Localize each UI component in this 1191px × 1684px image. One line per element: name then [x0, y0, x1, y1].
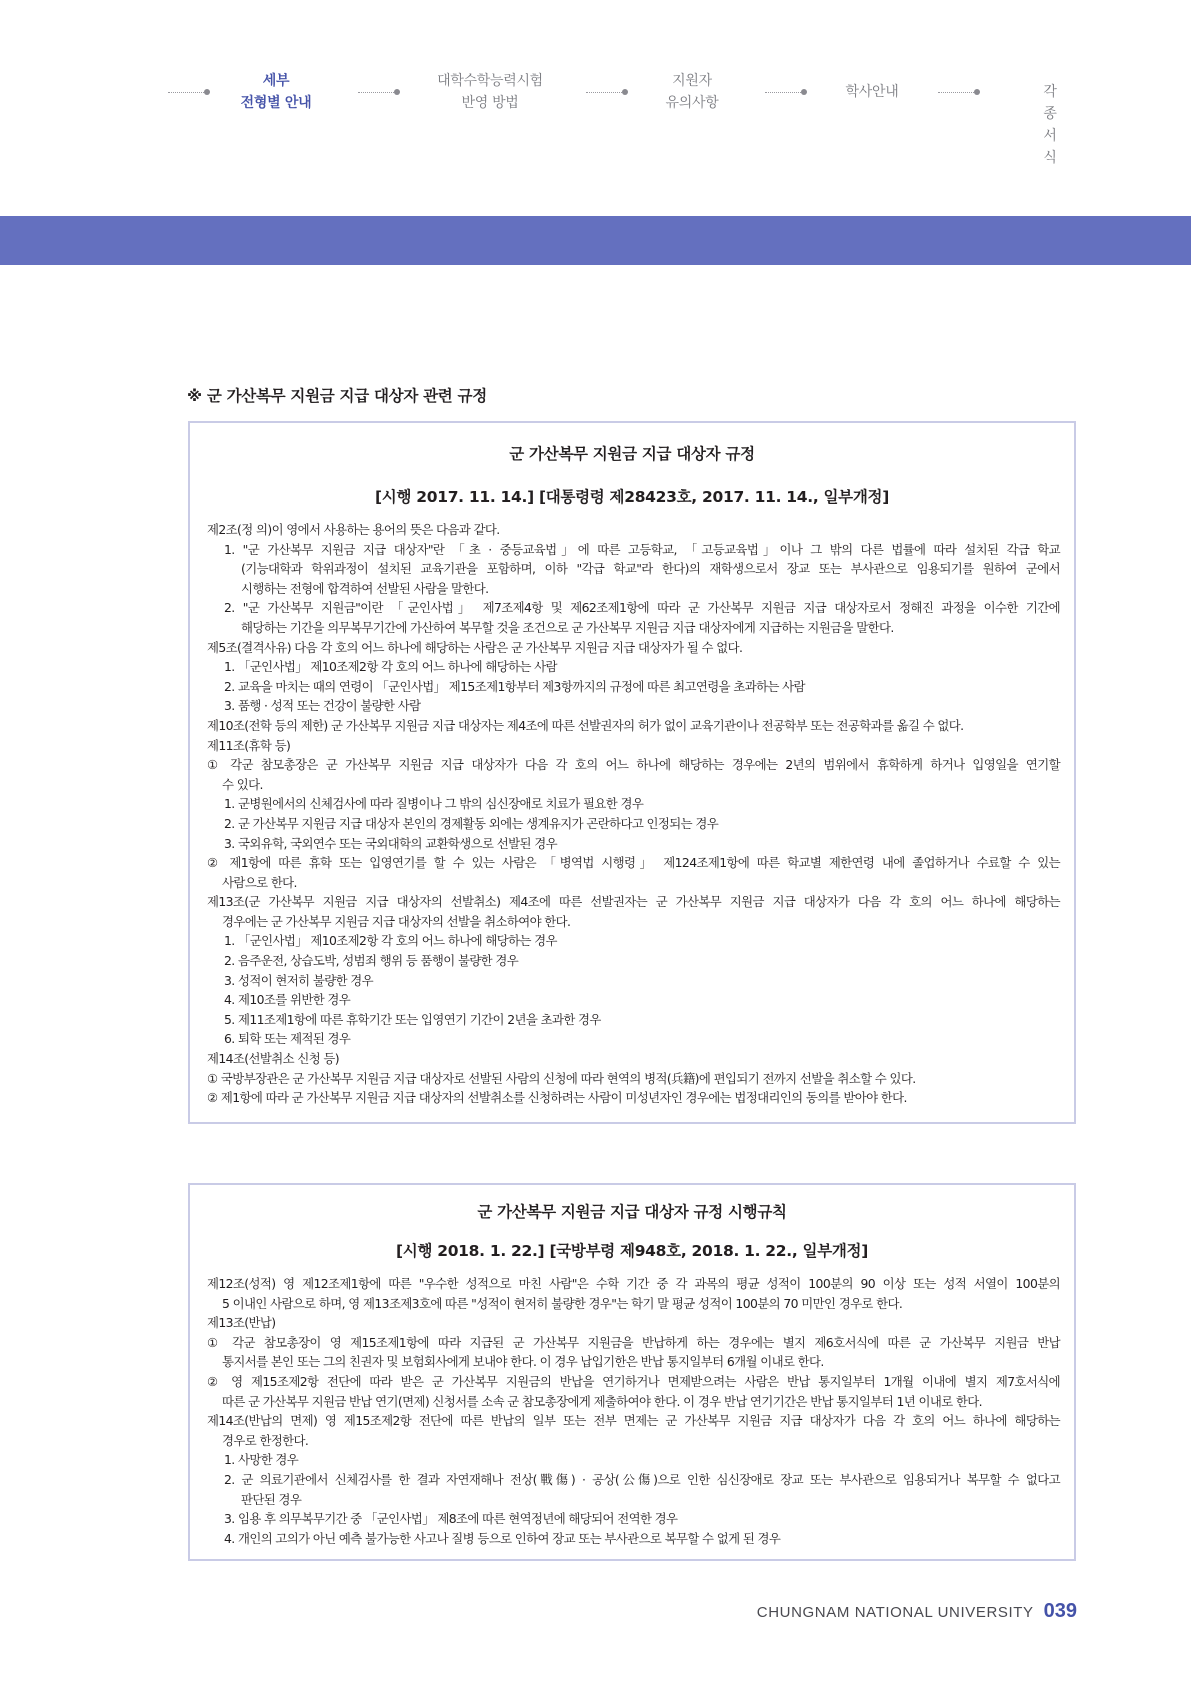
- article-line: 제13조(반납): [207, 1315, 276, 1331]
- nav-connector: [586, 92, 624, 93]
- article-line: 3. 국외유학, 국외연수 또는 국외대학의 교환학생으로 선발된 경우: [224, 835, 557, 851]
- article-line: 제11조(휴학 등): [207, 737, 291, 753]
- enforcement-rules-box: [188, 1183, 1076, 1561]
- article-line: 통지서를 본인 또는 그의 친권자 및 보험회사에게 보내야 한다. 이 경우 납입기한은 반납 통지일부터 6개월 이내로 한다.: [222, 1354, 824, 1370]
- article-line: 2. 군 가산복무 지원금 지급 대상자 본인의 경제활동 외에는 생계유지가 곤란하다고 인정되는 경우: [224, 815, 719, 831]
- nav-connector: [168, 92, 206, 93]
- nav-item-applicant-notes[interactable]: 지원자 유의사항: [665, 73, 719, 111]
- nav-connector: [358, 92, 396, 93]
- article-line: 5 이내인 사람으로 하며, 영 제13조제3호에 따른 "성적이 현저히 불량한 경우"는 학기 말 평균 성적이 100분의 70 미만인 경우로 한다.: [222, 1295, 903, 1311]
- regulation-body: [207, 520, 1060, 1108]
- article-line: 5. 제11조제1항에 따른 휴학기간 또는 입영연기 기간이 2년을 초과한 경우: [224, 1011, 601, 1027]
- article-line: 사람으로 한다.: [222, 874, 297, 890]
- article-line: 제2조(정 의)이 영에서 사용하는 용어의 뜻은 다음과 같다.: [207, 522, 500, 537]
- regulation-box: [188, 421, 1076, 1124]
- article-line: 1. 「군인사법」 제10조제2항 각 호의 어느 하나에 해당하는 사람: [224, 659, 557, 675]
- regulation-subtitle: [시행 2017. 11. 14.] [대통령령 제28423호, 2017. 11. 14., 일부개정]: [375, 488, 889, 506]
- enforcement-rules-body: [207, 1274, 1060, 1548]
- article-line: 2. 음주운전, 상습도박, 성범죄 행위 등 품행이 불량한 경우: [224, 953, 519, 969]
- article-line: 2. 군 의료기관에서 신체검사를 한 결과 자연재해나 전상(戰傷) · 공상(公傷)으로 인한 심신장애로 장교 또는 부사관으로 임용되거나 복무할 수 없다고: [224, 1471, 1060, 1487]
- article-line: 해당하는 기간을 의무복무기간에 가산하여 복무할 것을 조건으로 군 가산복무 지원금 지급 대상자에게 지급하는 지원금을 말한다.: [241, 619, 894, 635]
- article-line: 3. 품행 · 성적 또는 건강이 불량한 사람: [224, 698, 421, 714]
- page-footer: [757, 1600, 1077, 1623]
- page-number: 039: [1043, 1600, 1077, 1622]
- article-line: 경우로 한정한다.: [222, 1432, 309, 1448]
- article-line: 시행하는 전형에 합격하여 선발된 사람을 말한다.: [241, 580, 489, 596]
- article-line: 1. 군병원에서의 신체검사에 따라 질병이나 그 밖의 심신장애로 치료가 필요한 경우: [224, 796, 644, 812]
- article-line: ① 각군 참모총장이 영 제15조제1항에 따라 지급된 군 가산복무 지원금을 반납하게 하는 경우에는 별지 제6호서식에 따른 군 가산복무 지원금 반납: [207, 1334, 1060, 1350]
- nav-item-forms[interactable]: 각종서식: [1043, 84, 1057, 166]
- article-line: 제5조(결격사유) 다음 각 호의 어느 하나에 해당하는 사람은 군 가산복무 지원금 지급 대상자가 될 수 없다.: [207, 639, 743, 655]
- article-line: ① 국방부장관은 군 가산복무 지원금 지급 대상자로 선발된 사람의 신청에 따라 현역의 병적(兵籍)에 편입되기 전까지 선발을 취소할 수 있다.: [207, 1070, 916, 1086]
- article-line: 3. 성적이 현저히 불량한 경우: [224, 972, 374, 988]
- article-line: 제12조(성적) 영 제12조제1항에 따른 "우수한 성적으로 마친 사람"은 수학 기간 중 각 과목의 평균 성적이 100분의 90 이상 또는 성적 서열이 100분의: [207, 1276, 1060, 1291]
- article-line: 3. 임용 후 의무복무기간 중 「군인사법」 제8조에 따른 현역정년에 해당되어 전역한 경우: [224, 1511, 678, 1527]
- article-line: 1. "군 가산복무 지원금 지급 대상자"란 「초 · 중등교육법」에 따른 고등학교, 「고등교육법」이나 그 밖의 다른 법률에 따라 설치된 각급 학교: [224, 541, 1060, 557]
- nav-item-csat-method[interactable]: 대학수학능력시험 반영 방법: [437, 73, 543, 111]
- enforcement-rules-title: 군 가산복무 지원금 지급 대상자 규정 시행규칙: [477, 1203, 787, 1221]
- article-line: 판단된 경우: [241, 1491, 302, 1507]
- regulation-title: 군 가산복무 지원금 지급 대상자 규정: [509, 445, 755, 463]
- article-line: 1. 사망한 경우: [224, 1452, 299, 1468]
- article-line: 1. 「군인사법」 제10조제2항 각 호의 어느 하나에 해당하는 경우: [224, 933, 557, 949]
- nav-item-academic-info[interactable]: 학사안내: [845, 84, 899, 100]
- article-line: 2. "군 가산복무 지원금"이란 「군인사법」 제7조제4항 및 제62조제1항에 따라 군 가산복무 지원금 지급 대상자로서 정해진 과정을 이수한 기간에: [224, 600, 1060, 616]
- nav-item-detailed-admission[interactable]: 세부 전형별 안내: [240, 73, 312, 111]
- article-line: 제14조(반납의 면제) 영 제15조제2항 전단에 따른 반납의 일부 또는 전부 면제는 군 가산복무 지원금 지급 대상자가 다음 각 호의 어느 하나에 해당하는: [207, 1413, 1060, 1429]
- article-line: (기능대학과 학위과정이 설치된 교육기관을 포함하며, 이하 "각급 학교"라 한다)의 재학생으로서 장교 또는 부사관으로 임용되기를 원하여 군에서: [241, 561, 1060, 577]
- article-line: 제13조(군 가산복무 지원금 지급 대상자의 선발취소) 제4조에 따른 선발권자는 군 가산복무 지원금 지급 대상자가 다음 각 호의 어느 하나에 해당하는: [207, 894, 1060, 910]
- article-line: ② 영 제15조제2항 전단에 따라 받은 군 가산복무 지원금의 반납을 연기하거나 면제받으려는 사람은 반납 통지일부터 1개월 이내에 별지 제7호서식에: [207, 1373, 1060, 1389]
- university-name: CHUNGNAM NATIONAL UNIVERSITY: [756, 1604, 1034, 1621]
- article-line: 4. 제10조를 위반한 경우: [224, 992, 351, 1008]
- nav-connector: [938, 92, 976, 93]
- article-line: ① 각군 참모총장은 군 가산복무 지원금 지급 대상자가 다음 각 호의 어느 하나에 해당하는 경우에는 2년의 범위에서 휴학하게 하거나 입영일을 연기할: [207, 757, 1060, 773]
- article-line: 4. 개인의 고의가 아닌 예측 불가능한 사고나 질병 등으로 인하여 장교 또는 부사관으로 복무할 수 없게 된 경우: [224, 1530, 781, 1546]
- top-navigation: [168, 70, 1076, 166]
- article-line: 경우에는 군 가산복무 지원금 지급 대상자의 선발을 취소하여야 한다.: [222, 913, 571, 929]
- article-line: 제10조(전학 등의 제한) 군 가산복무 지원금 지급 대상자는 제4조에 따른 선발권자의 허가 없이 교육기관이나 전공학부 또는 전공학과를 옮길 수 없다.: [207, 717, 964, 733]
- article-line: 6. 퇴학 또는 제적된 경우: [224, 1031, 351, 1047]
- article-line: 수 있다.: [222, 776, 263, 792]
- article-line: 2. 교육을 마치는 때의 연령이 「군인사법」 제15조제1항부터 제3항까지의 규정에 따른 최고연령을 초과하는 사람: [224, 678, 805, 694]
- nav-connector: [765, 92, 803, 93]
- enforcement-rules-subtitle: [시행 2018. 1. 22.] [국방부령 제948호, 2018. 1. 22., 일부개정]: [395, 1242, 869, 1260]
- section-heading: ※ 군 가산복무 지원금 지급 대상자 관련 규정: [187, 387, 487, 405]
- article-line: 제14조(선발취소 신청 등): [207, 1051, 340, 1067]
- header-band: [0, 216, 1191, 265]
- article-line: ② 제1항에 따른 휴학 또는 입영연기를 할 수 있는 사람은 「병역법 시행령」 제124조제1항에 따른 학교별 제한연령 내에 졸업하거나 수료할 수 있는: [207, 855, 1060, 871]
- article-line: ② 제1항에 따라 군 가산복무 지원금 지급 대상자의 선발취소를 신청하려는 사람이 미성년자인 경우에는 법정대리인의 동의를 받아야 한다.: [207, 1090, 907, 1106]
- article-line: 따른 군 가산복무 지원금 반납 연기(면제) 신청서를 소속 군 참모총장에게 제출하여야 한다. 이 경우 반납 연기기간은 반납 통지일부터 1년 이내로 한다.: [222, 1393, 982, 1409]
